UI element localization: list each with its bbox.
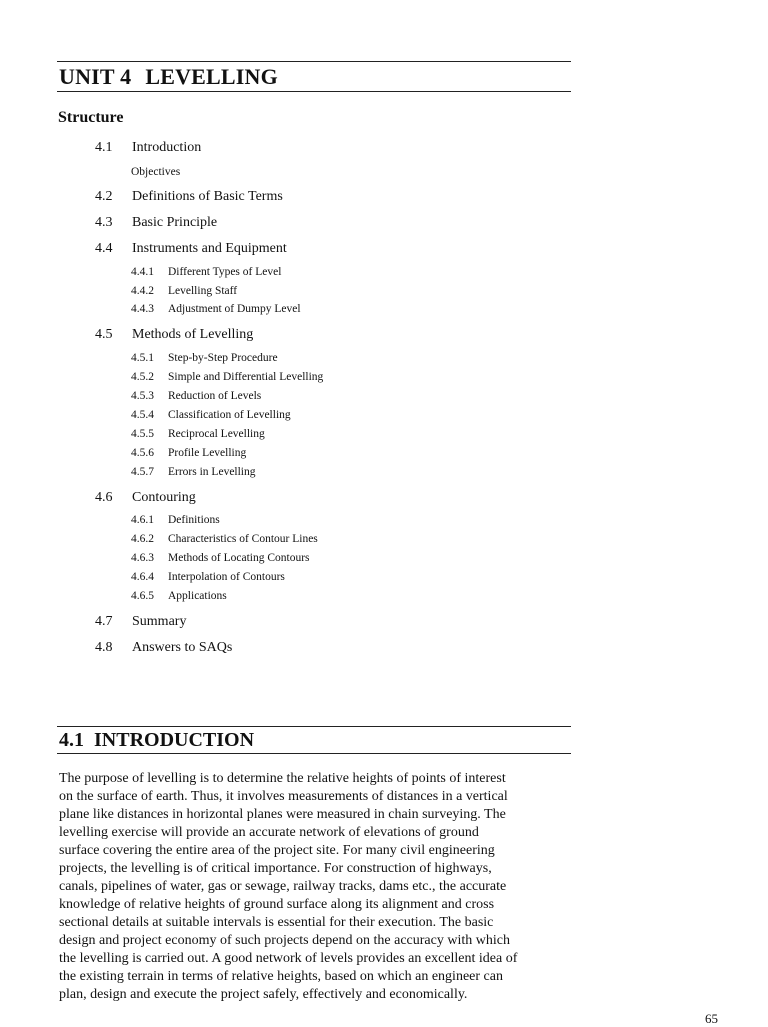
section-top-rule <box>57 726 571 727</box>
toc-item-number: 4.6.2 <box>131 533 154 545</box>
unit-number: UNIT 4 <box>59 64 132 89</box>
toc-item-number: 4.5 <box>95 327 113 342</box>
paragraph-line: projects, the levelling is of critical importance. For construction of highways, <box>59 861 492 876</box>
toc-item-title: Methods of Levelling <box>132 327 254 342</box>
unit-name: LEVELLING <box>145 64 278 89</box>
toc-item-number: 4.5.2 <box>131 371 154 383</box>
toc-item-title: Classification of Levelling <box>168 409 291 421</box>
toc-item-number: 4.5.3 <box>131 390 154 402</box>
page-number: 65 <box>705 1011 718 1026</box>
toc-item-title: Adjustment of Dumpy Level <box>168 303 301 315</box>
toc-item-title: Basic Principle <box>132 215 218 230</box>
toc-item-title: Profile Levelling <box>168 447 247 459</box>
section-title-text: INTRODUCTION <box>94 729 255 751</box>
toc-item-title: Characteristics of Contour Lines <box>168 533 318 545</box>
toc-item-title: Interpolation of Contours <box>168 571 285 583</box>
toc-item-number: 4.6.4 <box>131 571 154 583</box>
toc-item-number: 4.5.4 <box>131 409 154 421</box>
toc-item-title: Introduction <box>132 140 202 155</box>
toc-item-number: 4.6 <box>95 490 113 505</box>
toc-item-number: 4.5.6 <box>131 447 154 459</box>
toc-item-number: 4.4.3 <box>131 303 154 315</box>
paragraph-line: plan, design and execute the project safely, effectively and economically. <box>59 987 468 1002</box>
toc-item-number: 4.5.5 <box>131 428 154 440</box>
paragraph-line: canals, pipelines of water, gas or sewage, railway tracks, dams etc., the accurate <box>59 879 507 894</box>
toc-item-title: Answers to SAQs <box>132 640 233 655</box>
toc-item-title: Reciprocal Levelling <box>168 428 265 440</box>
toc-item-title: Instruments and Equipment <box>132 241 287 256</box>
toc-item-title: Errors in Levelling <box>168 466 256 478</box>
section-bottom-rule <box>57 753 571 754</box>
paragraph-line: knowledge of relative heights of ground surface along its alignment and cross <box>59 897 495 912</box>
toc-item-number: 4.4 <box>95 241 113 256</box>
paragraph-line: design and project economy of such projects depend on the accuracy with which <box>59 933 510 948</box>
introduction-paragraph <box>59 770 584 1004</box>
toc-item-title: Objectives <box>131 166 181 178</box>
toc-item-number: 4.4.1 <box>131 266 154 278</box>
toc-item-number: 4.2 <box>95 189 113 204</box>
paragraph-line: plane like distances in horizontal planes were measured in chain surveying. The <box>59 807 506 822</box>
paragraph-line: the existing terrain in terms of relative heights, based on which an engineer can <box>59 969 503 984</box>
paragraph-line: levelling exercise will provide an accurate network of elevations of ground <box>59 825 479 840</box>
toc-item-title: Summary <box>132 614 187 629</box>
toc-item-title: Contouring <box>132 490 196 505</box>
toc-item-title: Reduction of Levels <box>168 390 262 402</box>
paragraph-line: The purpose of levelling is to determine the relative heights of points of interest <box>59 771 506 786</box>
unit-top-rule <box>57 61 571 62</box>
toc-item-title: Different Types of Level <box>168 266 282 278</box>
toc-item-title: Methods of Locating Contours <box>168 552 310 564</box>
toc-item-title: Definitions of Basic Terms <box>132 189 283 204</box>
toc-item-title: Step-by-Step Procedure <box>168 352 278 364</box>
unit-title <box>59 63 278 91</box>
toc-item-number: 4.8 <box>95 640 113 655</box>
structure-heading: Structure <box>58 109 124 126</box>
toc-item-number: 4.4.2 <box>131 285 154 297</box>
toc-item-number: 4.6.5 <box>131 590 154 602</box>
section-number: 4.1 <box>59 729 84 751</box>
toc-item-number: 4.6.1 <box>131 514 154 526</box>
toc-item-number: 4.6.3 <box>131 552 154 564</box>
toc-item-title: Simple and Differential Levelling <box>168 371 324 383</box>
unit-bottom-rule <box>57 91 571 92</box>
toc-item-title: Levelling Staff <box>168 285 238 297</box>
toc-item-number: 4.5.7 <box>131 466 154 478</box>
paragraph-line: surface covering the entire area of the project site. For many civil engineering <box>59 843 495 858</box>
toc-item-number: 4.1 <box>95 140 113 155</box>
toc-item-number: 4.3 <box>95 215 113 230</box>
toc-item-title: Definitions <box>168 514 220 526</box>
toc-item-number: 4.5.1 <box>131 352 154 364</box>
toc-item-number: 4.7 <box>95 614 113 629</box>
toc-item-title: Applications <box>168 590 227 602</box>
paragraph-line: the levelling is carried out. A good network of levels provides an excellent idea of <box>59 951 518 966</box>
section-heading <box>59 728 254 752</box>
paragraph-line: on the surface of earth. Thus, it involves measurements of distances in a vertical <box>59 789 508 804</box>
paragraph-line: sectional details at suitable intervals is essential for their execution. The basic <box>59 915 494 930</box>
